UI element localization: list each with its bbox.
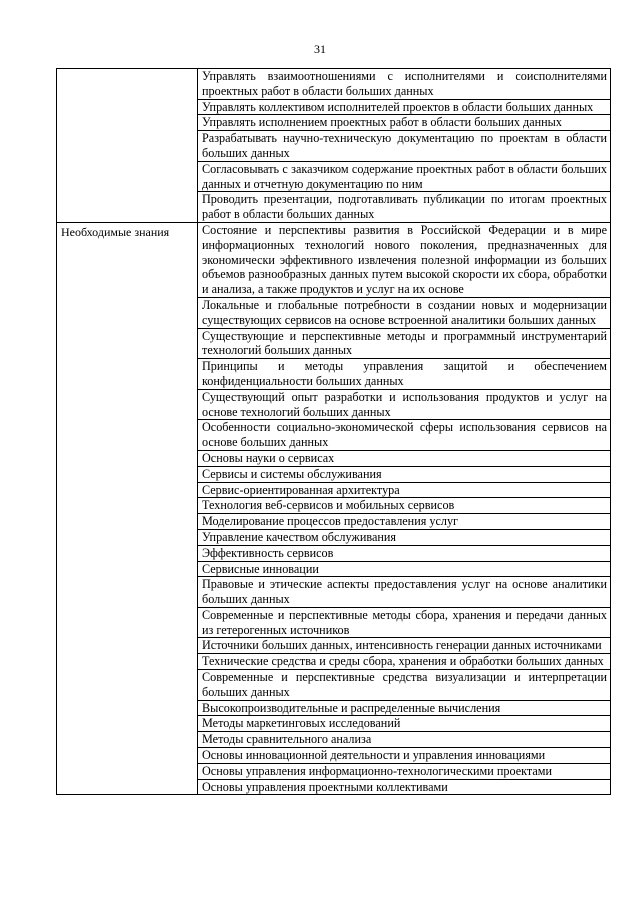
list-item: Состояние и перспективы развития в Российской Федерации и в мире информационных технологий нового поколения, предназначенных для экономически эффективного извлечения полезной информации из больших объемов разнообразных данных путем высокой скорости их сбора, обработки и анализа, а также продуктов и услуг на их основе: [198, 223, 610, 298]
competency-table: [56, 68, 611, 795]
list-item: Высокопроизводительные и распределенные вычисления: [198, 701, 610, 717]
list-item: Методы маркетинговых исследований: [198, 716, 610, 732]
list-item: Сервис-ориентированная архитектура: [198, 483, 610, 499]
list-item: Технология веб-сервисов и мобильных сервисов: [198, 498, 610, 514]
list-item: Разрабатывать научно-техническую документацию по проектам в области больших данных: [198, 131, 610, 162]
table-row: [57, 69, 611, 223]
list-item: Управлять взаимоотношениями с исполнителями и соисполнителями проектных работ в области больших данных: [198, 69, 610, 100]
row-items-cell: [198, 222, 611, 794]
list-item: Методы сравнительного анализа: [198, 732, 610, 748]
list-item: Принципы и методы управления защитой и обеспечением конфиденциальности больших данных: [198, 359, 610, 390]
list-item: Моделирование процессов предоставления услуг: [198, 514, 610, 530]
list-item: Источники больших данных, интенсивность генерации данных источниками: [198, 638, 610, 654]
list-item: Основы науки о сервисах: [198, 451, 610, 467]
list-item: Проводить презентации, подготавливать публикации по итогам проектных работ в области больших данных: [202, 192, 607, 222]
list-item: Управление качеством обслуживания: [198, 530, 610, 546]
list-item: Правовые и этические аспекты предоставления услуг на основе аналитики больших данных: [198, 577, 610, 608]
row-label-cell: [57, 222, 198, 794]
list-item: Управлять коллективом исполнителей проектов в области больших данных: [198, 100, 610, 116]
row-label: Необходимые знания: [61, 224, 170, 239]
table-row: [57, 222, 611, 794]
row-label-cell: [57, 69, 198, 223]
list-item: Современные и перспективные методы сбора, хранения и передачи данных из гетерогенных источников: [198, 608, 610, 639]
list-item: Технические средства и среды сбора, хранения и обработки больших данных: [198, 654, 610, 670]
list-item: Существующий опыт разработки и использования продуктов и услуг на основе технологий больших данных: [198, 390, 610, 421]
list-item: Существующие и перспективные методы и программный инструментарий технологий больших данных: [198, 329, 610, 360]
list-item: Основы управления проектными коллективами: [202, 779, 448, 794]
list-item: Современные и перспективные средства визуализации и интерпретации больших данных: [198, 670, 610, 701]
list-item: Основы инновационной деятельности и управления инновациями: [198, 748, 610, 764]
list-item: Сервисы и системы обслуживания: [198, 467, 610, 483]
page-number: 31: [314, 42, 326, 56]
list-item: Эффективность сервисов: [198, 546, 610, 562]
list-item: Сервисные инновации: [198, 562, 610, 578]
list-item: Локальные и глобальные потребности в создании новых и модернизации существующих сервисов на основе встроенной аналитики больших данных: [198, 298, 610, 329]
list-item: Согласовывать с заказчиком содержание проектных работ в области больших данных и отчетную документацию по ним: [198, 162, 610, 193]
list-item: Основы управления информационно-технологическими проектами: [198, 764, 610, 780]
list-item: Управлять исполнением проектных работ в области больших данных: [198, 115, 610, 131]
row-items-cell: [198, 69, 611, 223]
list-item: Особенности социально-экономической сферы использования сервисов на основе больших данных: [198, 420, 610, 451]
row-label: [57, 69, 197, 71]
